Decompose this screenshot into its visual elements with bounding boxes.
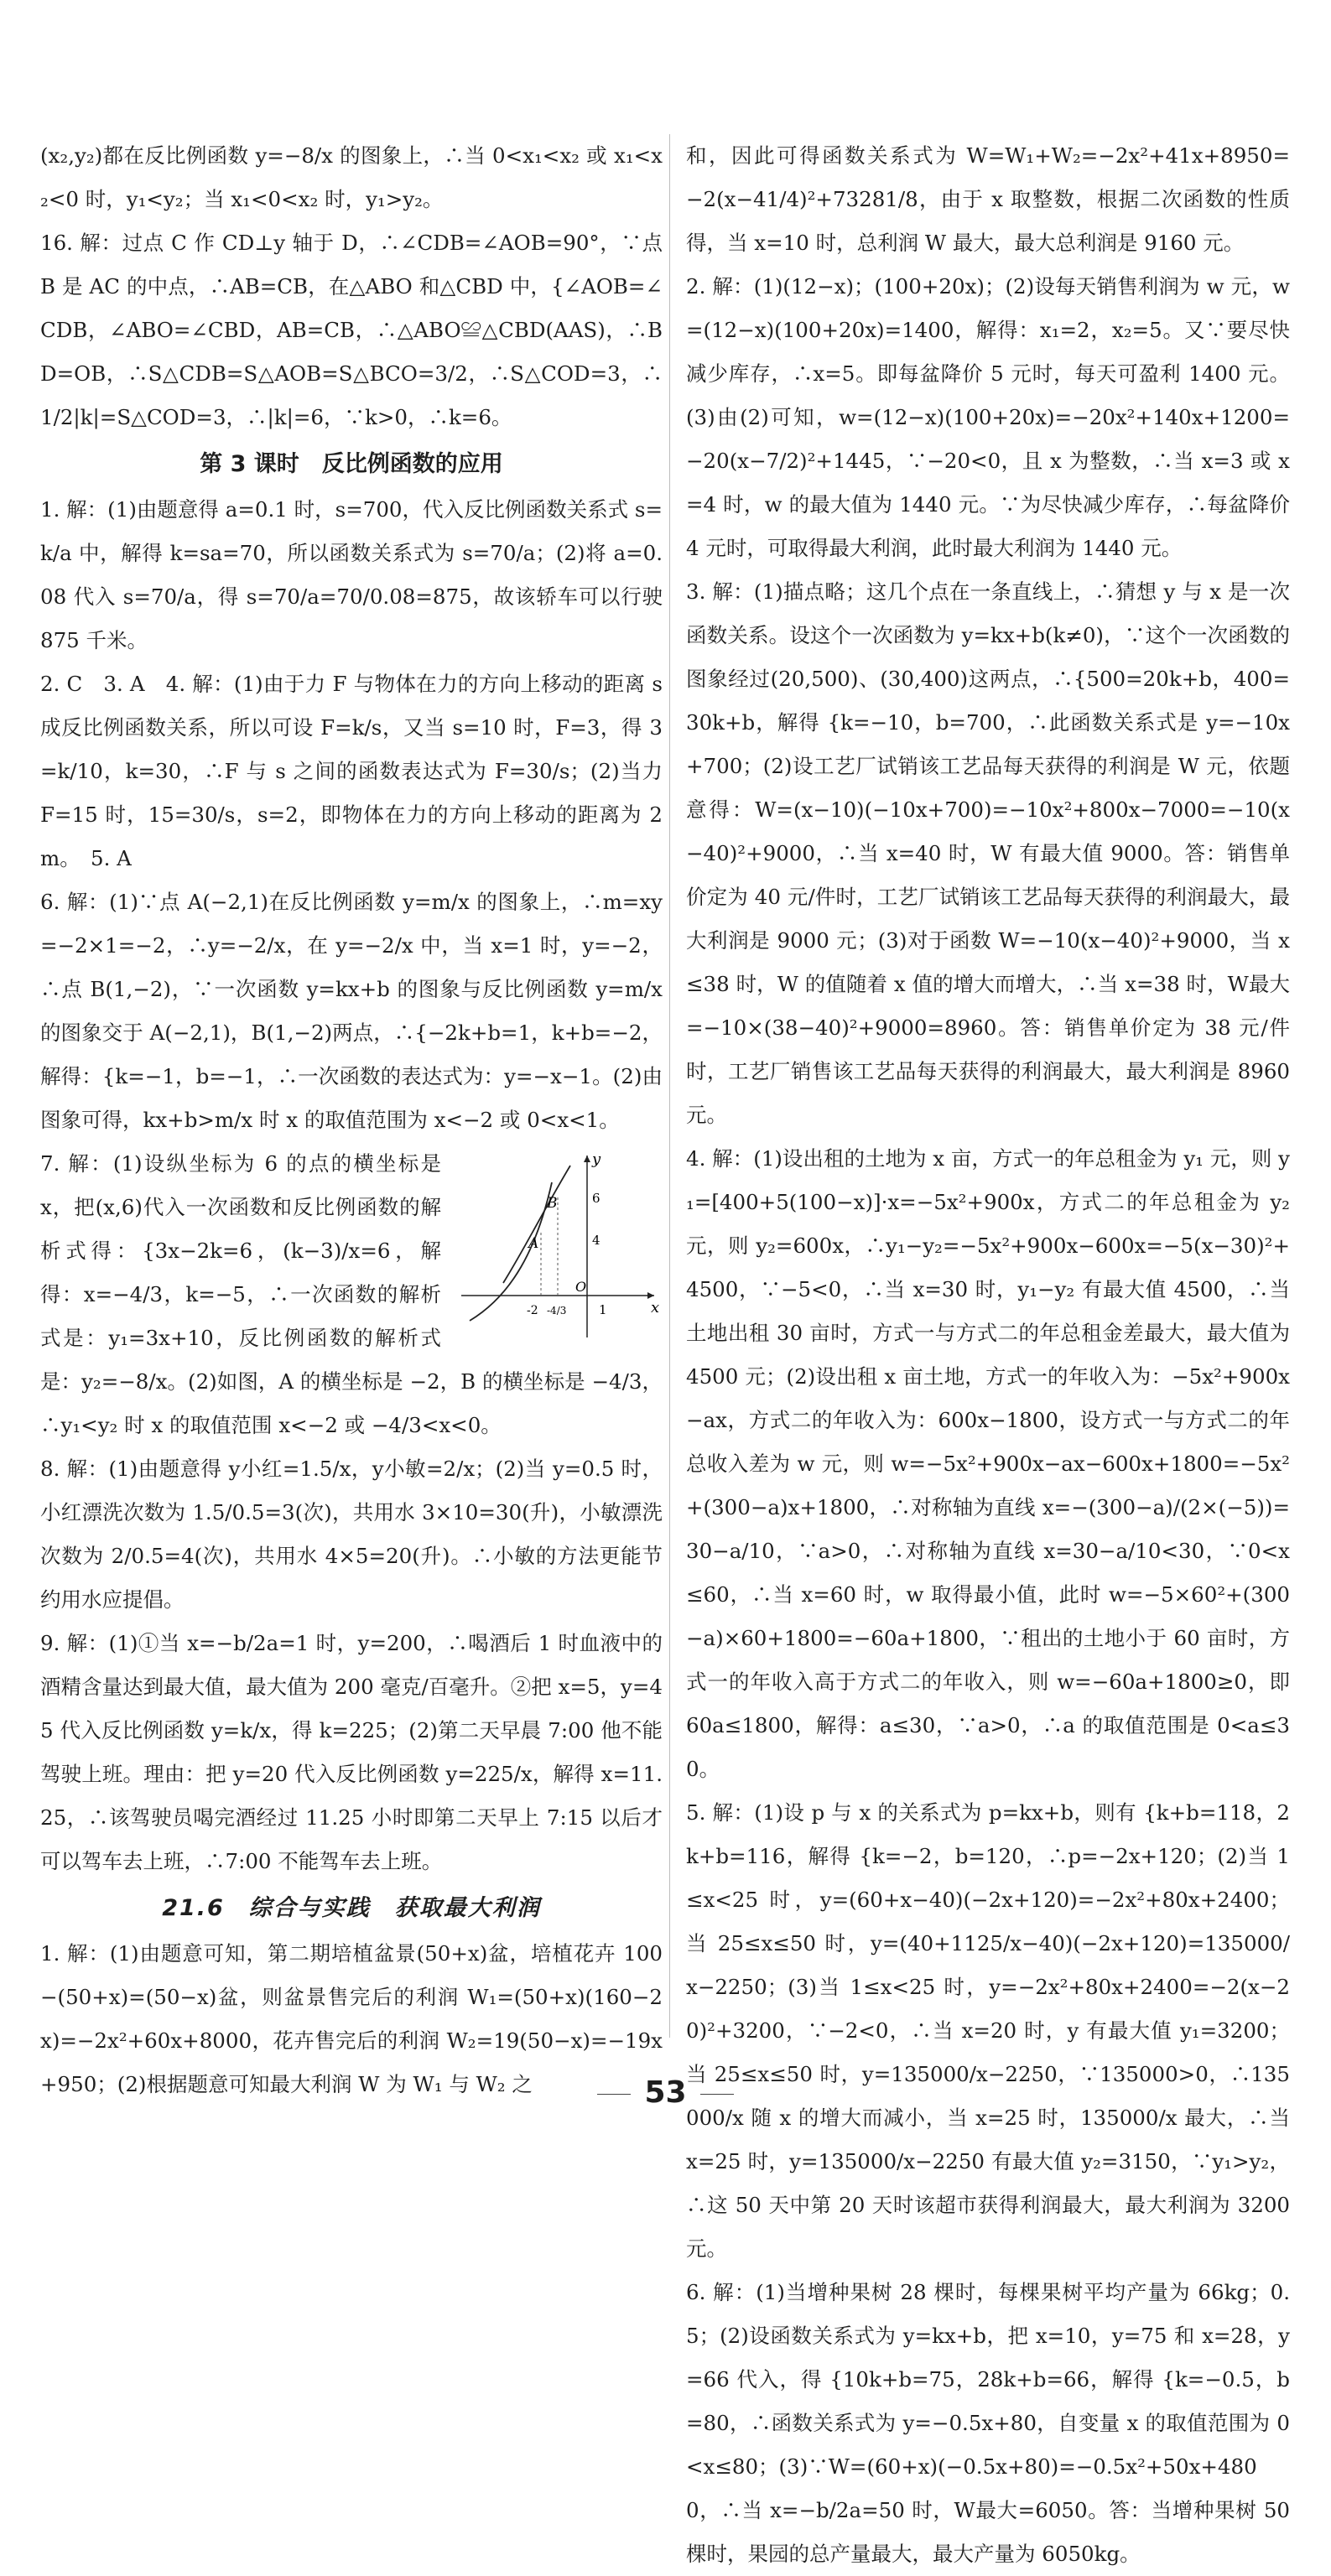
column-divider (669, 134, 670, 2038)
point-b-label: B (547, 1195, 558, 1212)
section-title-21-6: 21.6 综合与实践 获取最大利润 (162, 1895, 541, 1921)
paragraph-21-6-q6: 6. 解：(1)当增种果树 28 棵时，每棵果树平均产量为 66kg；0.5；(2)设函数关系式为 y=kx+b，把 x=10，y=75 和 x=28，y=66 代入，得 {10k+b=75，28k+b=66，解得 {k=−0.5，b=80，∴函数关系式为 y=−0.5x+80，自变量 x 的取值范围为 0<x≤80；(3)∵W=(60+x)(−0.5x+80)=−0.5x²+50x+4800，∴当 x=−b/2a=50 时，W最大=6050。答：当增种果树 50 棵时，果园的总产量最大，最大产量为 6050kg。 (686, 2280, 1290, 2566)
tick-4-label: 4 (592, 1233, 601, 1248)
origin-label: O (575, 1279, 587, 1295)
axis-x-label: x (651, 1299, 660, 1317)
paragraph-lesson3-q1: 1. 解：(1)由题意得 a=0.1 时，s=700，代入反比例函数关系式 s=k/a 中，解得 k=sa=70，所以函数关系式为 s=70/a；(2)将 a=0.08 代入 s=70/a，得 s=70/a=70/0.08=875，故该轿车可以行驶 875 千米。 (40, 497, 663, 652)
section-title-lesson-3: 第 3 课时 反比例函数的应用 (200, 451, 503, 477)
page-number-dash-left (597, 2094, 631, 2095)
axis-y-label: y (592, 1150, 601, 1168)
paragraph-16: 16. 解：过点 C 作 CD⊥y 轴于 D，∴∠CDB=∠AOB=90°，∵点 B 是 AC 的中点，∴AB=CB，在△ABO 和△CBD 中，{∠AOB=∠CDB，∠ABO=∠CBD，AB=CB，∴△ABO≌△CBD(AAS)，∴BD=OB，∴S△CDB=S△AOB=S△BCO=3/2，∴S△COD=3，∴1/2|k|=S△COD=3，∴|k|=6，∵k>0，∴k=6。 (40, 231, 663, 429)
right-column (686, 134, 1290, 2576)
tick-neg-four-thirds-label: -4/3 (547, 1305, 567, 1317)
paragraph-21-6-q2: 2. 解：(1)(12−x)；(100+20x)；(2)设每天销售利润为 w 元，w=(12−x)(100+20x)=1400，解得：x₁=2，x₂=5。又∵要尽快减少库存，∴x=5。即每盆降价 5 元时，每天可盈利 1400 元。(3)由(2)可知，w=(12−x)(100+20x)=−20x²+140x+1200=−20(x−7/2)²+1445，∵−20<0，且 x 为整数，∴当 x=3 或 x=4 时，w 的最大值为 1440 元。∵为尽快减少库存，∴每盆降价 4 元时，可取得最大利润，此时最大利润为 1440 元。 (686, 274, 1290, 560)
page-number-text: 53 (644, 2075, 687, 2110)
left-column (40, 134, 663, 2106)
page-number-dash-right (700, 2094, 734, 2095)
tick-6-label: 6 (592, 1191, 601, 1206)
paragraph-21-6-q4: 4. 解：(1)设出租的土地为 x 亩，方式一的年总租金为 y₁ 元，则 y₁=[400+5(100−x)]·x=−5x²+900x，方式二的年总租金为 y₂ 元，则 y₂=600x，∴y₁−y₂=−5x²+900x−600x=−5(x−30)²+4500，∵−5<0，∴当 x=30 时，y₁−y₂ 有最大值 4500，∴当土地出租 30 亩时，方式一与方式二的年总租金差最大，最大值为 4500 元；(2)设出租 x 亩土地，方式一的年收入为：−5x²+900x−ax，方式二的年收入为：600x−1800，设方式一与方式二的年总收入差为 w 元，则 w=−5x²+900x−ax−600x+1800=−5x²+(300−a)x+1800，∴对称轴为直线 x=−(300−a)/(2×(−5))=30−a/10，∵a>0，∴对称轴为直线 x=30−a/10<30，∵0<x≤60，∴当 x=60 时，w 取得最小值，此时 w=−5×60²+(300−a)×60+1800=−60a+1800，∵租出的土地小于 60 亩时，方式一的年收入高于方式二的年收入，则 w=−60a+1800≥0，即 60a≤1800，解得：a≤30，∵a>0，∴a 的取值范围是 0<a≤30。 (686, 1146, 1290, 1781)
tick-1-label: 1 (599, 1302, 607, 1317)
hyperbola-y2 (470, 1182, 552, 1321)
paragraph-15-continued: (x₂,y₂)都在反比例函数 y=−8/x 的图象上，∴当 0<x₁<x₂ 或 x₁<x₂<0 时，y₁<y₂；当 x₁<0<x₂ 时，y₁>y₂。 (40, 143, 663, 211)
y-axis-arrow-icon (584, 1156, 590, 1162)
paragraph-21-6-q5: 5. 解：(1)设 p 与 x 的关系式为 p=kx+b，则有 {k+b=118，2k+b=116，解得 {k=−2，b=120，∴p=−2x+120；(2)当 1≤x<25 时，y=(60+x−40)(−2x+120)=−2x²+80x+2400；当 25≤x≤50 时，y=(40+1125/x−40)(−2x+120)=135000/x−2250；(3)当 1≤x<25 时，y=−2x²+80x+2400=−2(x−20)²+3200，∵−2<0，∴当 x=20 时，y 有最大值 y₁=3200；当 25≤x≤50 时，y=135000/x−2250，∵135000>0，∴135000/x 随 x 的增大而减小，当 x=25 时，135000/x 最大，∴当 x=25 时，y=135000/x−2250 有最大值 y₂=3150，∵y₁>y₂，∴这 50 天中第 20 天时该超市获得利润最大，最大利润为 3200 元。 (686, 1800, 1290, 2261)
tick-neg2-label: -2 (527, 1304, 538, 1317)
point-a-label: A (528, 1235, 539, 1252)
paragraph-21-6-q1-continued: 和，因此可得函数关系式为 W=W₁+W₂=−2x²+41x+8950=−2(x−41/4)²+73281/8，由于 x 取整数，根据二次函数的性质得，当 x=10 时，总利润 W 最大，最大总利润是 9160 元。 (686, 143, 1290, 255)
paragraph-lesson3-q2-5: 2. C 3. A 4. 解：(1)由于力 F 与物体在力的方向上移动的距离 s 成反比例函数关系，所以可设 F=k/s，又当 s=10 时，F=3，得 3=k/10，k=30，∴F 与 s 之间的函数表达式为 F=30/s；(2)当力 F=15 时，15=30/s，s=2，即物体在力的方向上移动的距离为 2m。 5. A (40, 672, 663, 870)
paragraph-21-6-q3: 3. 解：(1)描点略；这几个点在一条直线上，∴猜想 y 与 x 是一次函数关系。设这个一次函数为 y=kx+b(k≠0)，∵这个一次函数的图象经过(20,500)、(30,400)这两点，∴{500=20k+b，400=30k+b，解得 {k=−10，b=700，∴此函数关系式是 y=−10x+700；(2)设工艺厂试销该工艺品每天获得的利润是 W 元，依题意得：W=(x−10)(−10x+700)=−10x²+800x−7000=−10(x−40)²+9000，∴当 x=40 时，W 有最大值 9000。答：销售单价定为 40 元/件时，工艺厂试销该工艺品每天获得的利润最大，最大利润是 9000 元；(3)对于函数 W=−10(x−40)²+9000，当 x≤38 时，W 的值随着 x 值的增大而增大，∴当 x=38 时，W最大=−10×(38−40)²+9000=8960。答：销售单价定为 38 元/件时，工艺厂销售该工艺品每天获得的利润最大，最大利润是 8960 元。 (686, 579, 1290, 1127)
paragraph-lesson3-q7: 7. 解：(1)设纵坐标为 6 的点的横坐标是 x，把(x,6)代入一次函数和反比例函数的解析式得：{3x−2k=6，(k−3)/x=6，解得：x=−4/3，k=−5，∴一次函数的解析式是：y₁=3x+10，反比例函数的解析式是：y₂=−8/x。(2)如图，A 的横坐标是 −2，B 的横坐标是 −4/3，∴y₁<y₂ 时 x 的取值范围 x<−2 或 −4/3<x<0。 (40, 1151, 663, 1437)
paragraph-lesson3-q8: 8. 解：(1)由题意得 y小红=1.5/x，y小敏=2/x；(2)当 y=0.5 时，小红漂洗次数为 1.5/0.5=3(次)，共用水 3×10=30(升)，小敏漂洗次数为 2/0.5=4(次)，共用水 4×5=20(升)。∴小敏的方法更能节约用水应提倡。 (40, 1457, 663, 1612)
function-graph-figure (453, 1149, 663, 1342)
x-axis-arrow-icon (647, 1292, 654, 1299)
page-number (0, 2075, 1331, 2110)
line-y1 (503, 1166, 570, 1283)
paragraph-lesson3-q6: 6. 解：(1)∵点 A(−2,1)在反比例函数 y=m/x 的图象上，∴m=xy=−2×1=−2，∴y=−2/x，在 y=−2/x 中，当 x=1 时，y=−2，∴点 B(1,−2)，∵一次函数 y=kx+b 的图象与反比例函数 y=m/x 的图象交于 A(−2,1)，B(1,−2)两点，∴{−2k+b=1，k+b=−2，解得：{k=−1，b=−1，∴一次函数的表达式为：y=−x−1。(2)由图象可得，kx+b>m/x 时 x 的取值范围为 x<−2 或 0<x<1。 (40, 890, 663, 1132)
paragraph-lesson3-q9: 9. 解：(1)①当 x=−b/2a=1 时，y=200，∴喝酒后 1 时血液中的酒精含量达到最大值，最大值为 200 毫克/百毫升。②把 x=5，y=45 代入反比例函数 y=k/x，得 k=225；(2)第二天早晨 7:00 他不能驾驶上班。理由：把 y=20 代入反比例函数 y=225/x，解得 x=11.25，∴该驾驶员喝完酒经过 11.25 小时即第二天早上 7:15 以后才可以驾车去上班，∴7:00 不能驾车去上班。 (40, 1631, 663, 1873)
paragraph-21-6-q1: 1. 解：(1)由题意可知，第二期培植盆景(50+x)盆，培植花卉 100−(50+x)=(50−x)盆，则盆景售完后的利润 W₁=(50+x)(160−2x)=−2x²+60x+8000，花卉售完后的利润 W₂=19(50−x)=−19x+950；(2)根据题意可知最大利润 W 为 W₁ 与 W₂ 之 (40, 1941, 663, 2096)
